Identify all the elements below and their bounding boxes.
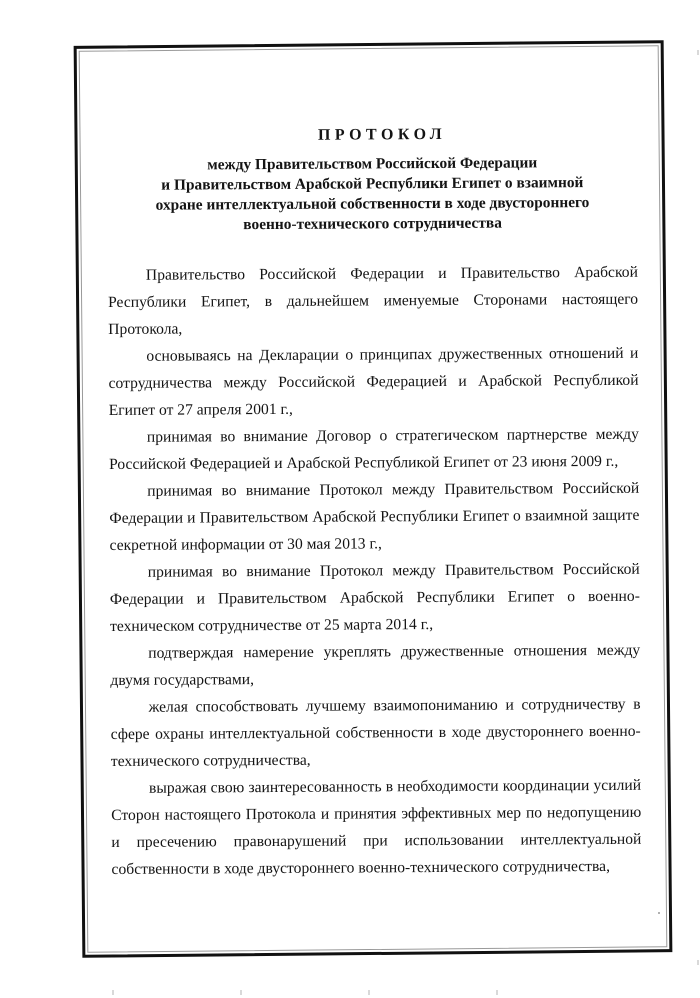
preamble-paragraph: принимая во внимание Договор о стратегическом партнерстве между Российской Федерацией и Арабской Республикой Египет от 23 июня 2009 г., bbox=[109, 425, 639, 473]
preamble-paragraph: принимая во внимание Протокол между Правительством Российской Федерации и Правительством Арабской Республики Египет о взаимной защите секретной информации от 30 мая 2013 г., bbox=[109, 479, 640, 554]
scan-edge-mark bbox=[697, 960, 699, 965]
scan-edge-mark bbox=[240, 990, 242, 995]
document-body bbox=[107, 125, 642, 883]
scan-edge-mark bbox=[112, 990, 114, 995]
preamble-paragraph: выражая свою заинтересованность в необходимости координации усилий Сторон настоящего Протокола и принятия эффективных мер по недопущению и пресечению правонарушений при использовании интеллектуальной собственности в ходе двустороннего военно-технического сотрудничества, bbox=[111, 776, 642, 878]
document-title: ПРОТОКОЛ bbox=[317, 125, 447, 144]
scan-speck bbox=[658, 912, 660, 914]
document-subtitle bbox=[107, 153, 637, 236]
subtitle-line: и Правительством Арабской Республики Египет о взаимной bbox=[161, 174, 584, 194]
scan-edge-mark bbox=[496, 990, 498, 995]
preamble-paragraph: принимая во внимание Протокол между Правительством Российской Федерации и Правительством Арабской Республики Египет о военно-техническом сотрудничестве от 25 марта 2014 г., bbox=[109, 560, 640, 635]
scan-edge-mark bbox=[697, 50, 699, 55]
preamble-paragraph: желая способствовать лучшему взаимопониманию и сотрудничеству в сфере охраны интеллектуальной собственности в ходе двустороннего военно-технического сотрудничества, bbox=[110, 695, 641, 770]
preamble-paragraph: основываясь на Декларации о принципах дружественных отношений и сотрудничества между Российской Федерацией и Арабской Республикой Египет от 27 апреля 2001 г., bbox=[108, 344, 639, 419]
subtitle-line: охране интеллектуальной собственности в ходе двустороннего bbox=[155, 194, 590, 214]
preamble-paragraph: подтверждая намерение укреплять дружественные отношения между двумя государствами, bbox=[110, 641, 641, 689]
subtitle-line: военно-технического сотрудничества bbox=[243, 214, 502, 234]
scan-edge-mark bbox=[368, 990, 370, 995]
subtitle-line: между Правительством Российской Федерации bbox=[207, 154, 538, 174]
preamble-paragraph: Правительство Российской Федерации и Правительство Арабской Республики Египет, в дальнейшем именуемые Сторонами настоящего Протокола, bbox=[108, 263, 639, 338]
